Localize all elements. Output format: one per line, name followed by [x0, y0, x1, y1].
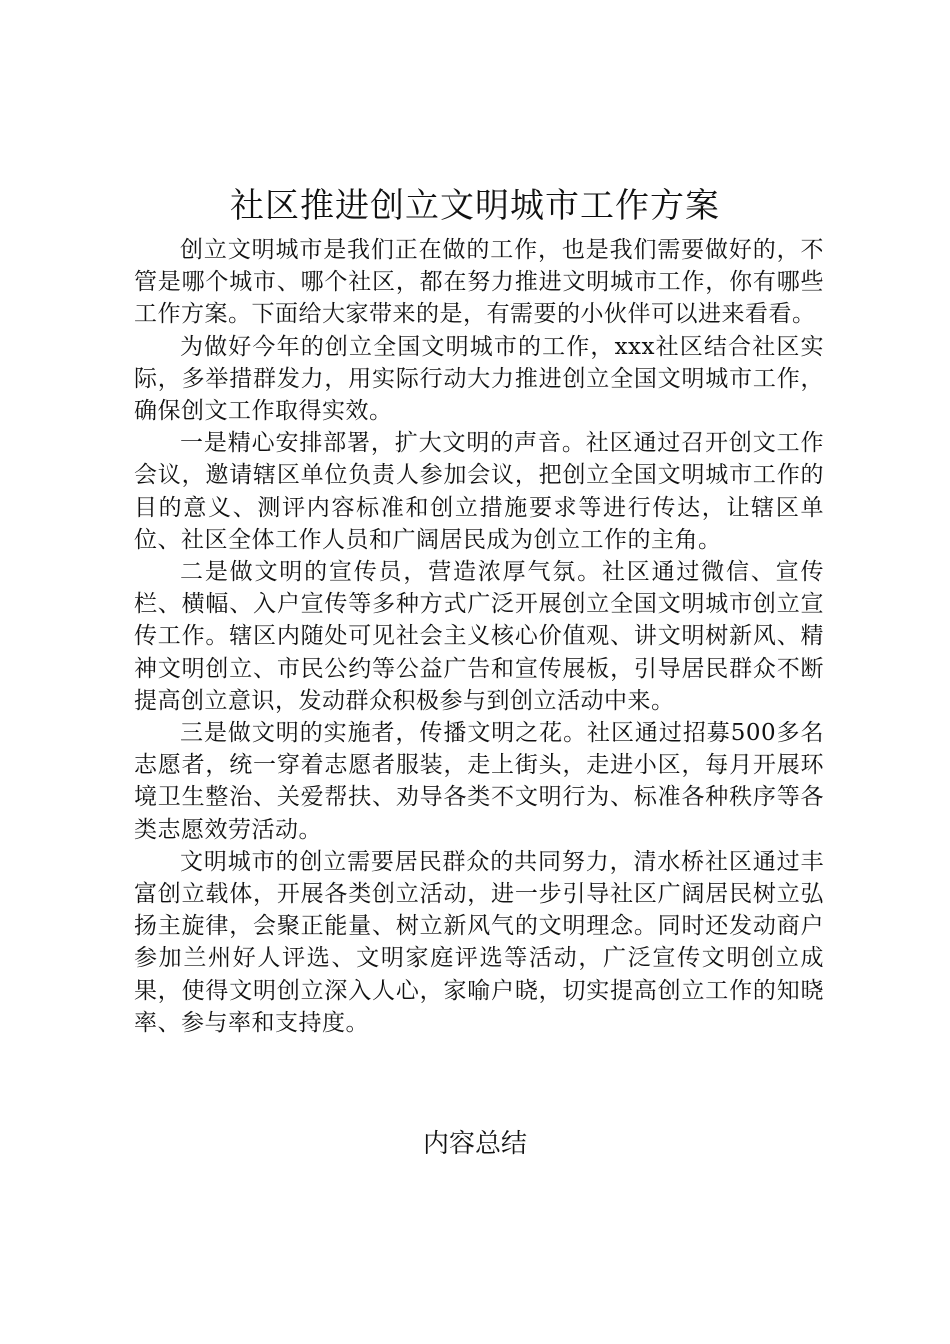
- summary-heading: 内容总结: [422, 1129, 527, 1159]
- document-body: [134, 234, 824, 1039]
- paragraph-overview: 为做好今年的创立全国文明城市的工作，xxx社区结合社区实际，多举措群发力，用实际行动大力推进创立全国文明城市工作，确保创文工作取得实效。: [134, 333, 824, 425]
- paragraph-conclusion: 文明城市的创立需要居民群众的共同努力，清水桥社区通过丰富创立载体，开展各类创立活动，进一步引导社区广阔居民树立弘扬主旋律，会聚正能量、树立新风气的文明理念。同时还发动商户参加兰州好人评选、文明家庭评选等活动，广泛宣传文明创立成果，使得文明创立深入人心，家喻户晓，切实提高创立工作的知晓率、参与率和支持度。: [134, 848, 824, 1036]
- paragraph-intro: 创立文明城市是我们正在做的工作，也是我们需要做好的，不管是哪个城市、哪个社区，都在努力推进文明城市工作，你有哪些工作方案。下面给大家带来的是，有需要的小伙伴可以进来看看。: [134, 237, 824, 328]
- document-title: 社区推进创立文明城市工作方案: [230, 186, 720, 226]
- paragraph-point-one: 一是精心安排部署，扩大文明的声音。社区通过召开创文工作会议，邀请辖区单位负责人参加会议，把创立全国文明城市工作的目的意义、测评内容标准和创立措施要求等进行传达，让辖区单位、社区全体工作人员和广阔居民成为创立工作的主角。: [134, 430, 824, 553]
- paragraph-point-three: 三是做文明的实施者，传播文明之花。社区通过招募500多名志愿者，统一穿着志愿者服装，走上街头，走进小区，每月开展环境卫生整治、关爱帮扶、劝导各类不文明行为、标准各种秩序等各类志愿效劳活动。: [134, 720, 824, 843]
- paragraph-point-two: 二是做文明的宣传员，营造浓厚气氛。社区通过微信、宣传栏、横幅、入户宣传等多种方式广泛开展创立全国文明城市创立宣传工作。辖区内随处可见社会主义核心价值观、讲文明树新风、精神文明创立、市民公约等公益广告和宣传展板，引导居民群众不断提高创立意识，发动群众积极参与到创立活动中来。: [134, 559, 824, 714]
